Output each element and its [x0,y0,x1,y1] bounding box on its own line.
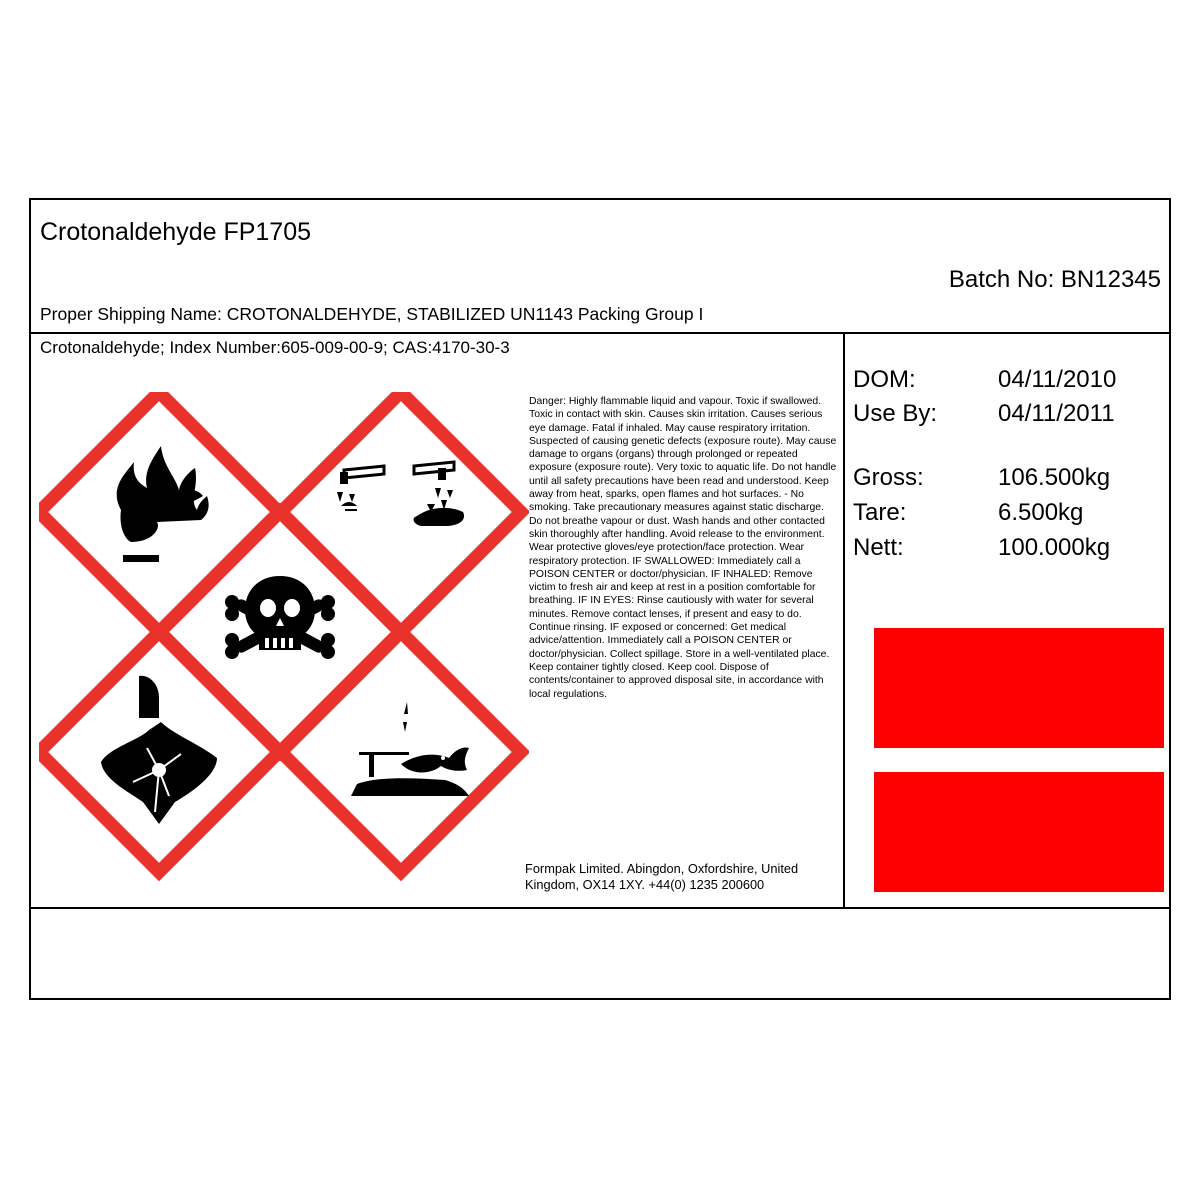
red-block [874,772,1164,892]
tare-value: 6.500kg [998,499,1084,526]
chemical-label [29,198,1171,1000]
ingredients-line: Crotonaldehyde; Index Number:605-009-00-9; CAS:4170-30-3 [40,338,510,357]
shipping-name: Proper Shipping Name: CROTONALDEHYDE, STABILIZED UN1143 Packing Group I [40,304,704,324]
use-by-value: 04/11/2011 [998,400,1115,427]
hazard-statements: Danger: Highly flammable liquid and vapour. Toxic if swallowed. Toxic in contact with skin. Causes skin irritation. Causes serious eye damage. Fatal if inhaled. May cause respiratory irritation. Suspected of causing genetic defects (exposure route). May cause damage to organs (organs) through prolonged or repeated exposure (exposure route). Very toxic to aquatic life. Do not handle until all safety precautions have been read and understood. Keep away from heat, sparks, open flames and hot surfaces. - No smoking. Take precautionary measures against static discharge. Do not breathe vapour or dust. Wash hands and other contacted skin thoroughly after handling. Avoid release to the environment. Wear protective gloves/eye protection/face protection. Wear respiratory protection. IF SWALLOWED: Immediately call a POISON CENTER or doctor/physician. IF INHALED: Remove victim to fresh air and keep at rest in a position comfortable for breathing. IF IN EYES: Rinse cautiously with water for several minutes. Remove contact lenses, if present and easy to do. Continue rinsing. IF exposed or concerned: Get medical advice/attention. Immediately call a POISON CENTER or doctor/physician. Collect spillage. Store in a well-ventilated place. Keep container tightly closed. Keep cool. Dispose of contents/container to approved disposal site, in accordance with local regulations. [529,396,837,700]
supplier-address: Formpak Limited. Abingdon, Oxfordshire, United Kingdom, OX14 1XY. +44(0) 1235 200600 [525,861,799,892]
blank-footer [31,909,1169,998]
tare-label: Tare: [853,499,907,526]
gross-label: Gross: [853,464,924,491]
nett-label: Nett: [853,534,904,561]
divider [31,332,1169,334]
nett-value: 100.000kg [998,534,1111,561]
ghs-pictograms [39,392,529,882]
divider [843,332,845,907]
dom-value: 04/11/2010 [998,366,1117,393]
dom-label: DOM: [853,366,916,393]
use-by-label: Use By: [853,400,938,427]
product-title: Crotonaldehyde FP1705 [40,218,312,246]
batch-number: Batch No: BN12345 [948,266,1161,293]
gross-value: 106.500kg [998,464,1111,491]
red-block [874,628,1164,748]
